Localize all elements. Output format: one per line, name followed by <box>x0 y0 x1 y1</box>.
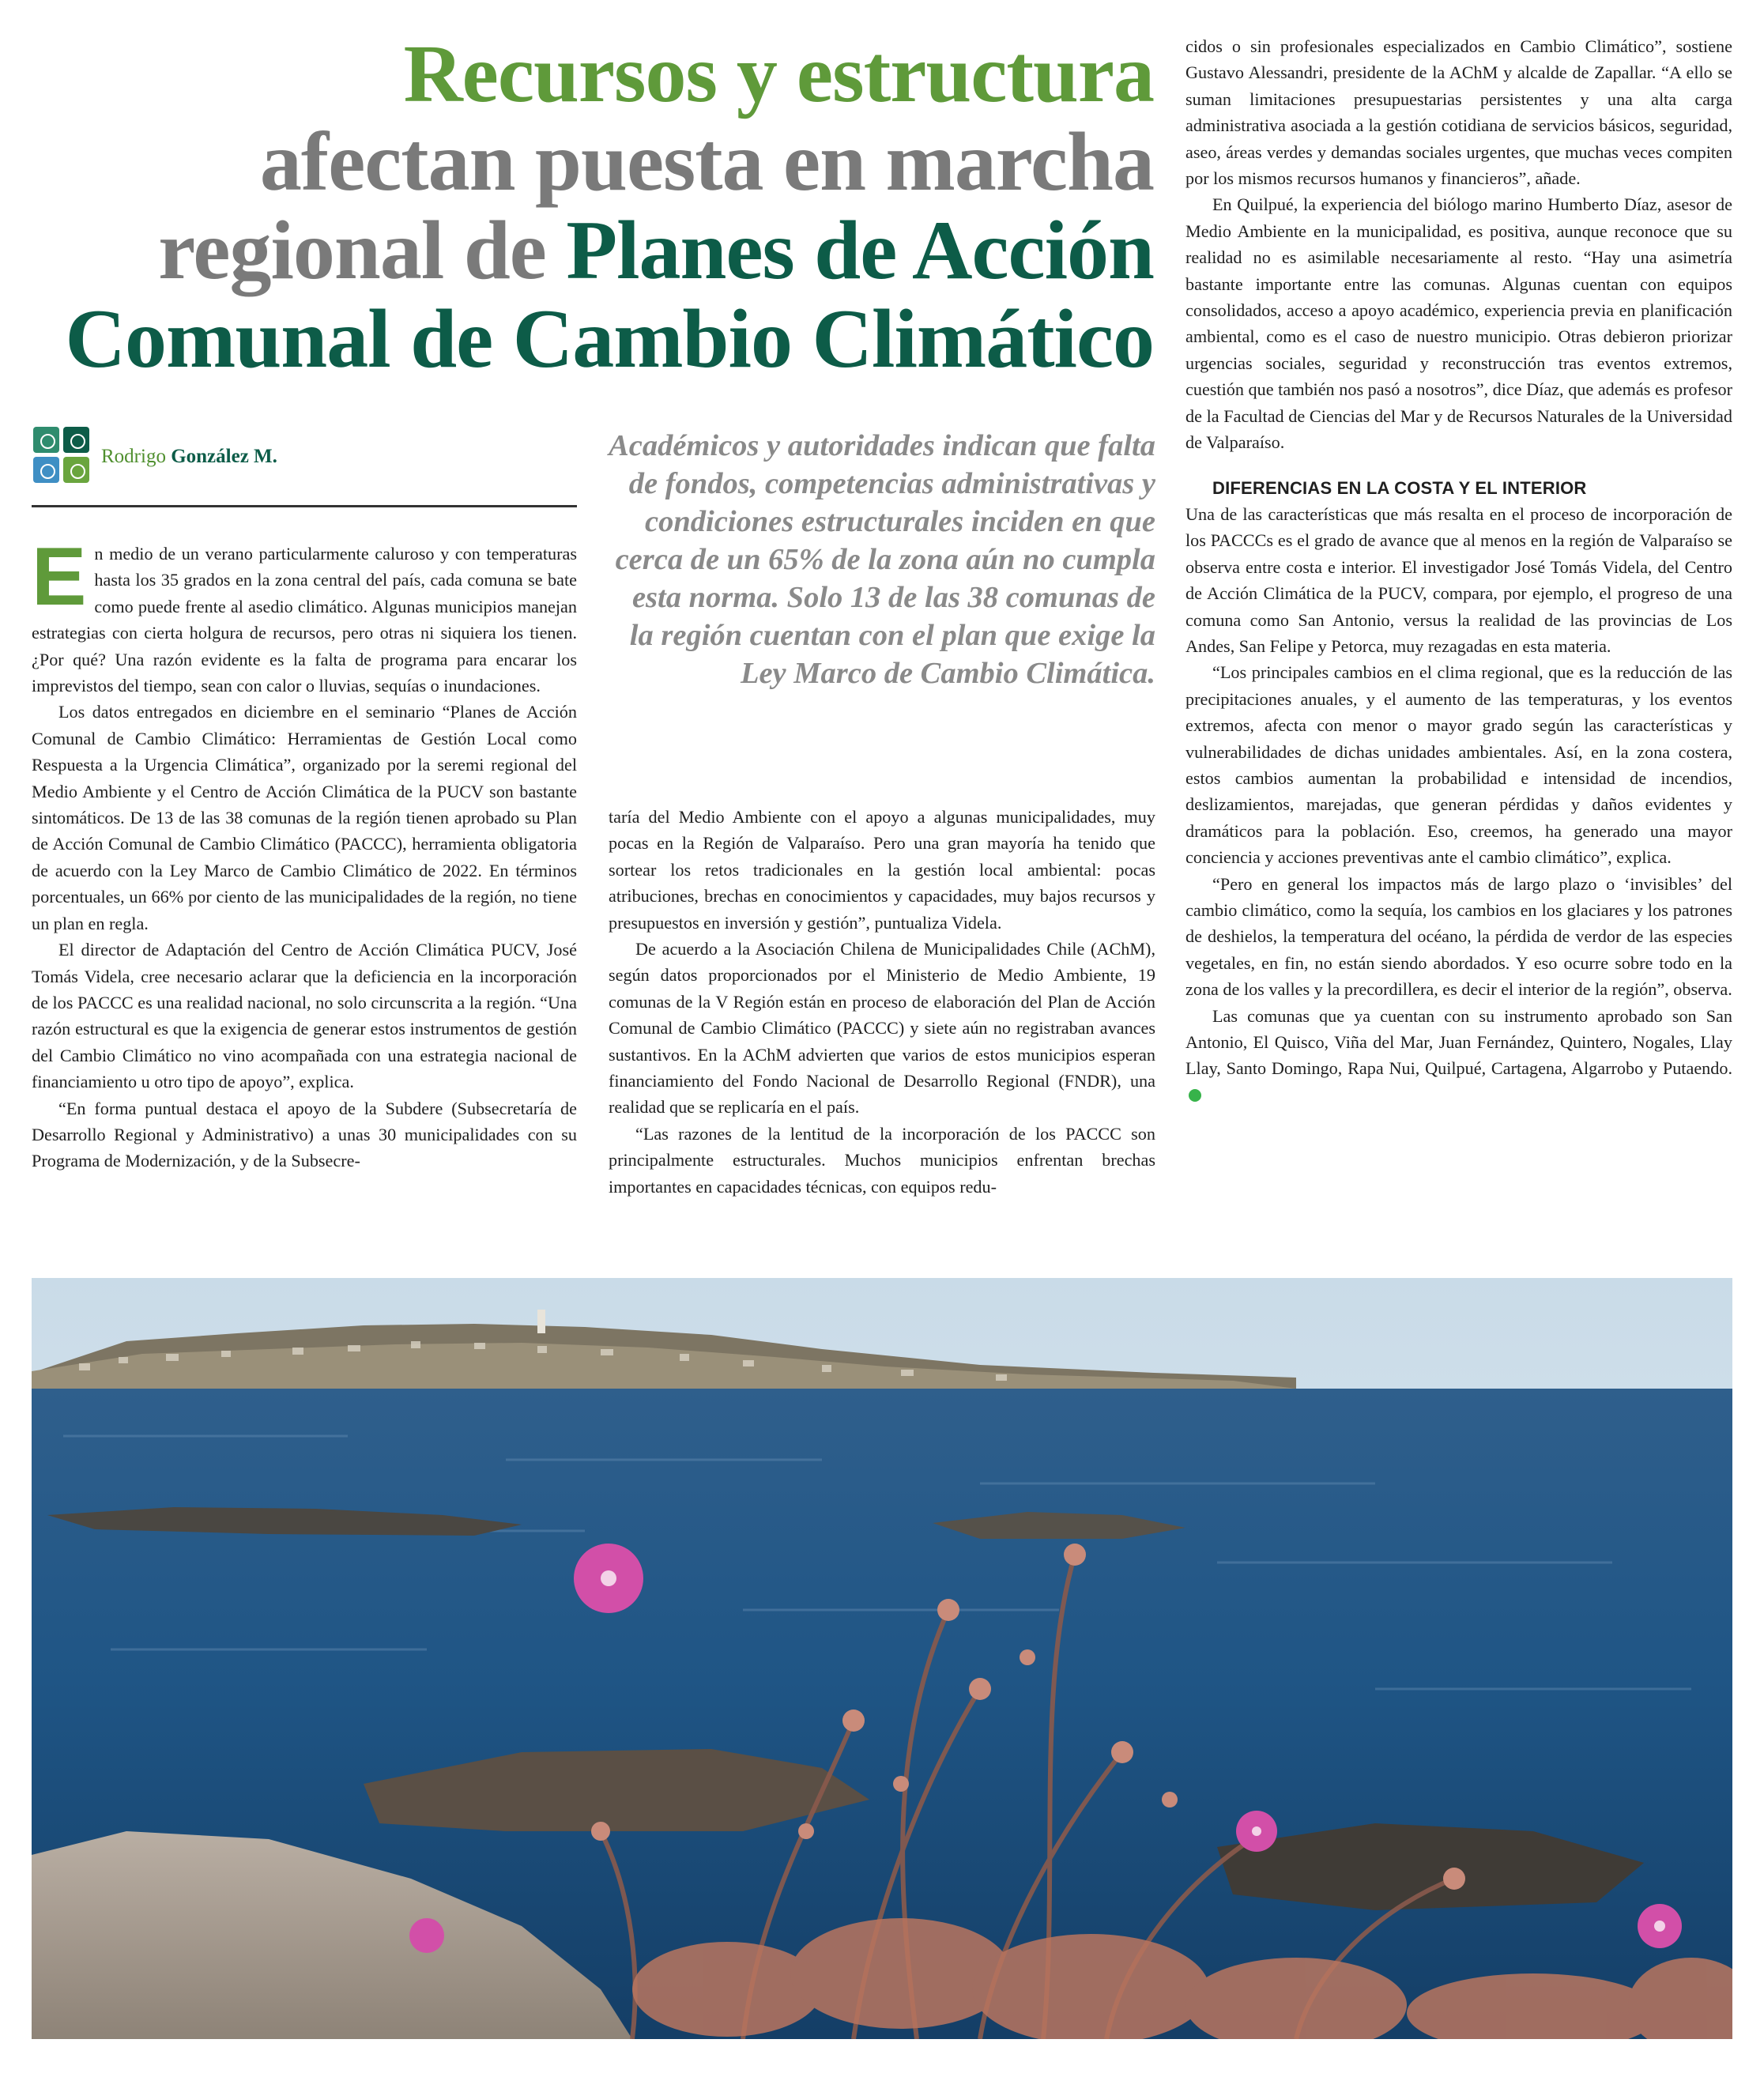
paragraph-text: n medio de un verano particularmente caluroso y con temperaturas hasta los 35 grados en la zona central del país, cada comuna se bate como puede frente al asedio climático. Algunas municipios manejan estrategias con cierta holgura de recursos, pero otras ni siquiera los tienen. ¿Por qué? Una razón evidente es la falta de programa para encarar los imprevistos del tiempo, sean con calor o lluvias, sequías o inundaciones. <box>32 544 577 696</box>
coastal-photo-illustration <box>32 1278 1732 2039</box>
article-column-3 <box>1185 33 1732 1108</box>
headline-line-3-grey: regional de <box>158 204 567 296</box>
author-first-name: Rodrigo <box>101 446 166 467</box>
logo-tile-icon <box>63 427 89 453</box>
paragraph: De acuerdo a la Asociación Chilena de Municipalidades Chile (AChM), según datos proporcionados por el Ministerio de Medio Ambiente, 19 comunas de la V Región están en proceso de elaboración del Plan de Acción Comunal de Cambio Climático (PACCC) y siete aún no registraban avances sustantivos. En la AChM advierten que varios de estos municipios esperan financiamiento del Fondo Nacional de Desarrollo Regional (FNDR), una realidad que se replicaría en el país. <box>609 939 1155 1118</box>
author-last-name: González M. <box>171 446 277 467</box>
article-column-2 <box>609 804 1155 1200</box>
drop-cap: E <box>32 531 87 623</box>
paragraph <box>32 531 577 699</box>
logo-tile-icon <box>63 457 89 483</box>
coastal-photo <box>32 1278 1732 2039</box>
paragraph: “En forma puntual destaca el apoyo de la Subdere (Subsecretaría de Desarrollo Regional y Administrativo) a unas 30 municipalidades con su Programa de Modernización, y de la Subsecre- <box>32 1098 577 1171</box>
article-column-1 <box>32 531 577 1174</box>
paragraph-text: Las comunas que ya cuentan con su instrumento aprobado son San Antonio, El Quisco, Viña del Mar, Juan Fernández, Quintero, Nogales, Llay Llay, Santo Domingo, Rapa Nui, Quilpué, Cartagena, Algarrobo y Putaendo. <box>1185 1005 1732 1079</box>
paragraph: “Las razones de la lentitud de la incorporación de los PACCC son principalmente estructurales. Muchos municipios enfrentan brechas importantes en capacidades técnicas, con equipos redu- <box>609 1123 1155 1197</box>
paragraph <box>1185 1003 1732 1109</box>
paragraph: “Los principales cambios en el clima regional, que es la reducción de las precipitaciones anuales, y el aumento de las temperaturas, y los eventos extremos, afecta con menor o mayor grado según las características y vulnerabilidades de dichas unidades ambientales. Así, en la zona costera, estos cambios aumentan la probabilidad e intensidad de incendios, deslizamientos, marejadas, que generan pérdidas y daños evidentes y dramáticos para la población. Eso, creemos, ha generado una mayor conciencia y acciones preventivas ante el cambio climático”, explica. <box>1185 662 1732 868</box>
paragraph: Los datos entregados en diciembre en el seminario “Planes de Acción Comunal de Cambio Climático: Herramientas de Gestión Local como Respuesta a la Urgencia Climática”, organizado por la seremi regional del Medio Ambiente y el Centro de Acción Climática de la PUCV son bastante sintomáticos. De 13 de las 38 comunas de la región tienen aprobado su Plan de Acción Comunal de Cambio Climático (PACCC), herramienta obligatoria de acuerdo con la Ley Marco de Cambio Climático de 2022. En términos porcentuales, un 66% por ciento de las municipalidades de la región, no tiene un plan en regla. <box>32 702 577 933</box>
headline-line-2: afectan puesta en marcha <box>259 115 1154 208</box>
logo-tile-icon <box>33 457 59 483</box>
logo-tile-icon <box>33 427 59 453</box>
headline-line-1: Recursos y estructura <box>403 28 1154 119</box>
headline-line-3 <box>32 204 1154 296</box>
author-name <box>101 446 277 468</box>
headline-line-4: Comunal de Cambio Climático <box>65 292 1154 385</box>
paragraph: cidos o sin profesionales especializados en Cambio Climático”, sostiene Gustavo Alessandri, presidente de la AChM y alcalde de Zapallar. “A ello se suman limitaciones presupuestarias persistentes y una alta carga administrativa asociada a la gestión cotidiana de servicios básicos, seguridad, aseo, áreas verdes y demandas sociales urgentes, que muchas veces compiten por los mismos recursos humanos y financieros”, añade. <box>1185 36 1732 189</box>
byline <box>32 427 577 507</box>
paragraph: taría del Medio Ambiente con el apoyo a algunas municipalidades, muy pocas en la Región de Valparaíso. Pero una gran mayoría ha tenido que sortear los retos tradicionales en la gestión local ambiental: pocas atribuciones, brechas en conocimientos y capacidades, muy bajos recursos y presupuestos en inversión y gestión”, puntualiza Videla. <box>609 807 1155 933</box>
headline <box>32 28 1154 385</box>
paragraph: El director de Adaptación del Centro de Acción Climática PUCV, José Tomás Videla, cree necesario aclarar que la deficiencia en la incorporación de los PACCC es una realidad nacional, no solo circunscrita a la región. “Una razón estructural es que la exigencia de generar estos instrumentos de gestión del Cambio Climático no vino acompañada con una estrategia nacional de financiamiento u otro tipo de apoyo”, explica. <box>32 940 577 1092</box>
headline-line-3-teal: Planes de Acción <box>566 204 1154 296</box>
section-subhead: DIFERENCIAS EN LA COSTA Y EL INTERIOR <box>1212 477 1587 498</box>
section-logo-icon <box>33 427 90 484</box>
paragraph: Una de las características que más resalta en el proceso de incorporación de los PACCCs es el grado de avance que al menos en la región de Valparaíso se observa entre costa e interior. El investigador José Tomás Videla, del Centro de Acción Climática de la PUCV, compara, por ejemplo, el progreso de una comuna como San Antonio, versus la realidad de las provincias de Los Andes, San Felipe y Petorca, muy rezagadas en esta materia. <box>1185 503 1732 656</box>
end-mark-icon <box>1189 1089 1201 1102</box>
paragraph: “Pero en general los impactos más de largo plazo o ‘invisibles’ del cambio climático, como la sequía, los cambios en los glaciares y los patrones de deshielos, la temperatura del océano, la pérdida de verdor de las especies vegetales, en fin, no están siendo abordados. Y eso ocurre sobre todo en la zona de los valles y la precordillera, es decir el interior de la región”, observa. <box>1185 873 1732 1000</box>
deck-summary: Académicos y autoridades indican que falta de fondos, competencias administrativas y condiciones estructurales inciden en que cerca de un 65% de la zona aún no cumpla esta norma. Solo 13 de las 38 comunas de la región cuentan con el plan que exige la Ley Marco de Cambio Climática. <box>609 429 1155 690</box>
paragraph: En Quilpué, la experiencia del biólogo marino Humberto Díaz, asesor de Medio Ambiente en la municipalidad, es positiva, aunque reconoce que su realidad no es asimilable necesariamente al resto. “Hay una asimetría bastante importante entre las comunas. Algunas cuentan con equipos consolidados, acceso a apoyo académico, experiencia previa en planificación ambiental, como es el caso de nuestro municipio. Otras debieron priorizar urgencias sociales, seguridad y reconstrucción tras eventos extremos, cuestión que también nos pasó a nosotros”, dice Díaz, que además es profesor de la Facultad de Ciencias del Mar y de Recursos Naturales de la Universidad de Valparaíso. <box>1185 194 1732 453</box>
